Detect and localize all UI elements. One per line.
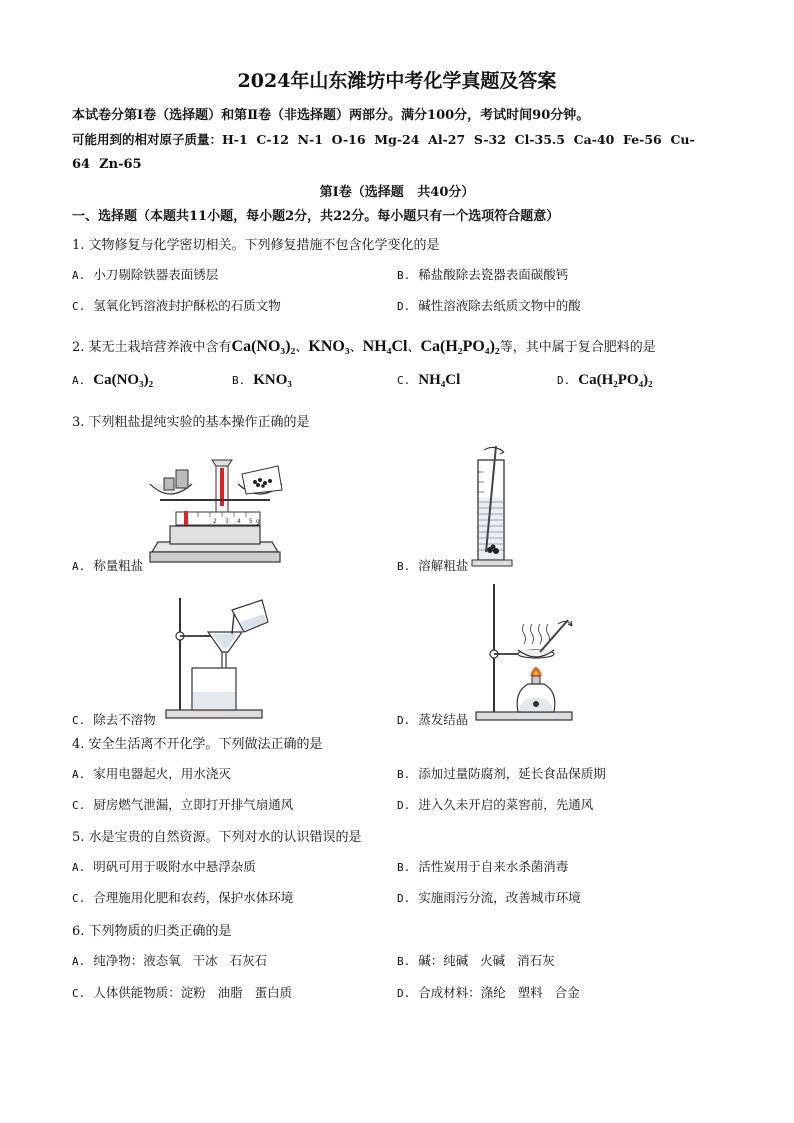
- separator: 、: [407, 340, 421, 355]
- q4-option-a: [72, 764, 231, 782]
- q5-option-d: [397, 888, 581, 906]
- option-text: 实施雨污分流，改善城市环境: [418, 890, 581, 905]
- q3-option-b: [397, 556, 468, 574]
- formula-nh4cl: NH₄Cl: [362, 338, 408, 355]
- option-text: 氢氧化钙溶液封护酥松的石质文物: [93, 298, 281, 313]
- filtration-figure: [160, 592, 270, 720]
- q2-stem-post: 等，其中属于复合肥料的是: [499, 340, 656, 355]
- option-letter: D.: [397, 799, 411, 812]
- separator: 、: [295, 340, 309, 355]
- q2-option-c: [397, 372, 460, 389]
- q1-option-d: [397, 296, 581, 314]
- option-text: 合理施用化肥和农药，保护水体环境: [93, 890, 294, 905]
- option-letter: B.: [397, 269, 411, 282]
- intro-line-3: 64 Zn-65: [72, 157, 142, 172]
- option-letter: C.: [72, 799, 86, 812]
- option-text: 碱性溶液除去纸质文物中的酸: [418, 298, 581, 313]
- q4-option-d: [397, 795, 593, 813]
- option-letter: B.: [397, 861, 411, 874]
- q4-stem: 4. 安全生活离不开化学。下列做法正确的是: [72, 737, 323, 752]
- option-letter: C.: [72, 300, 86, 313]
- section1-title: 一、选择题（本题共11小题，每小题2分，共22分。每小题只有一个选项符合题意）: [72, 209, 560, 224]
- option-letter: A.: [72, 768, 86, 781]
- formula-ca-no3: Ca(NO₃)₂: [231, 338, 296, 355]
- option-letter: D.: [557, 374, 571, 387]
- option-text: 家用电器起火，用水浇灭: [93, 766, 231, 781]
- q6-option-d: [397, 983, 580, 1001]
- option-text: 进入久未开启的菜窖前，先通风: [418, 797, 594, 812]
- option-letter: C.: [72, 892, 86, 905]
- option-letter: B.: [397, 955, 411, 968]
- option-formula: Ca(H₂PO₄)₂: [578, 372, 653, 388]
- q2-stem-pre: 2. 某无土栽培营养液中含有: [72, 340, 232, 355]
- option-letter: B.: [397, 560, 411, 573]
- option-text: 碱：纯碱 火碱 消石灰: [418, 953, 555, 968]
- part1-title: 第Ⅰ卷（选择题 共40分）: [319, 185, 475, 200]
- q1-option-c: [72, 296, 281, 314]
- option-letter: D.: [397, 987, 411, 1000]
- option-letter: C.: [72, 714, 86, 727]
- q6-option-a: [72, 951, 267, 969]
- q6-option-b: [397, 951, 555, 969]
- option-text: 合成材料：涤纶 塑料 合金: [418, 985, 580, 1000]
- balance-figure: [140, 456, 290, 568]
- q6-stem: 6. 下列物质的归类正确的是: [72, 924, 232, 939]
- option-text: 明矾可用于吸附水中悬浮杂质: [93, 859, 256, 874]
- option-text: 稀盐酸除去瓷器表面碳酸钙: [418, 267, 569, 282]
- q2-option-a: [72, 372, 153, 389]
- option-text: 纯净物：液态氧 干冰 石灰石: [93, 953, 268, 968]
- scale-tick: g: [256, 518, 260, 525]
- option-letter: D.: [397, 714, 411, 727]
- separator: 、: [349, 340, 363, 355]
- scale-tick: 4: [237, 518, 241, 525]
- q5-option-b: [397, 857, 568, 875]
- option-text: 活性炭用于自来水杀菌消毒: [418, 859, 569, 874]
- option-letter: A.: [72, 861, 86, 874]
- option-letter: D.: [397, 300, 411, 313]
- q3-stem: 3. 下列粗盐提纯实验的基本操作正确的是: [72, 415, 310, 430]
- q4-option-c: [72, 795, 293, 813]
- intro-line-2: 可能用到的相对原子质量：H-1 C-12 N-1 O-16 Mg-24 Al-27 S-32 Cl-35.5 Ca-40 Fe-56 Cu-: [72, 132, 695, 147]
- option-letter: D.: [397, 892, 411, 905]
- evaporation-figure: [474, 580, 574, 722]
- option-text: 蒸发结晶: [418, 712, 469, 727]
- option-formula: KNO₃: [253, 372, 292, 388]
- formula-kno3: KNO₃: [308, 338, 350, 355]
- option-letter: A.: [72, 269, 86, 282]
- intro-line-1: 本试卷分第Ⅰ卷（选择题）和第Ⅱ卷（非选择题）两部分。满分100分，考试时间90分钟。: [72, 108, 590, 123]
- option-text: 溶解粗盐: [418, 558, 469, 573]
- cylinder-figure: [470, 442, 520, 570]
- option-letter: A.: [72, 955, 86, 968]
- option-formula: Ca(NO₃)₂: [93, 372, 154, 388]
- option-text: 称量粗盐: [93, 558, 144, 573]
- page-title: 2024年山东潍坊中考化学真题及答案: [237, 70, 557, 92]
- q5-stem: 5. 水是宝贵的自然资源。下列对水的认识错误的是: [72, 830, 362, 845]
- option-text: 厨房燃气泄漏，立即打开排气扇通风: [93, 797, 294, 812]
- option-letter: C.: [397, 374, 411, 387]
- option-letter: A.: [72, 374, 86, 387]
- option-text: 人体供能物质：淀粉 油脂 蛋白质: [93, 985, 293, 1000]
- option-text: 添加过量防腐剂，延长食品保质期: [418, 766, 606, 781]
- option-letter: C.: [72, 987, 86, 1000]
- option-formula: NH₄Cl: [418, 372, 461, 388]
- q3-option-c: [72, 710, 156, 728]
- q3-option-d: [397, 710, 468, 728]
- q1-option-b: [397, 265, 568, 283]
- q2-option-b: [232, 372, 292, 389]
- q6-option-c: [72, 983, 292, 1001]
- option-letter: B.: [397, 768, 411, 781]
- q5-option-a: [72, 857, 256, 875]
- q1-stem: 1. 文物修复与化学密切相关。下列修复措施不包含化学变化的是: [72, 238, 440, 253]
- q5-option-c: [72, 888, 293, 906]
- option-letter: A.: [72, 560, 86, 573]
- q4-option-b: [397, 764, 606, 782]
- q2-stem: [72, 336, 656, 356]
- option-text: 小刀剔除铁器表面锈层: [93, 267, 219, 282]
- scale-tick: 3: [225, 518, 229, 525]
- scale-tick: 2: [213, 518, 217, 525]
- scale-tick: 5: [249, 518, 253, 525]
- formula-ca-h2po4: Ca(H₂PO₄)₂: [420, 338, 500, 355]
- q2-option-d: [557, 372, 653, 389]
- option-letter: B.: [232, 374, 246, 387]
- option-text: 除去不溶物: [93, 712, 156, 727]
- q1-option-a: [72, 265, 218, 283]
- q3-option-a: [72, 556, 143, 574]
